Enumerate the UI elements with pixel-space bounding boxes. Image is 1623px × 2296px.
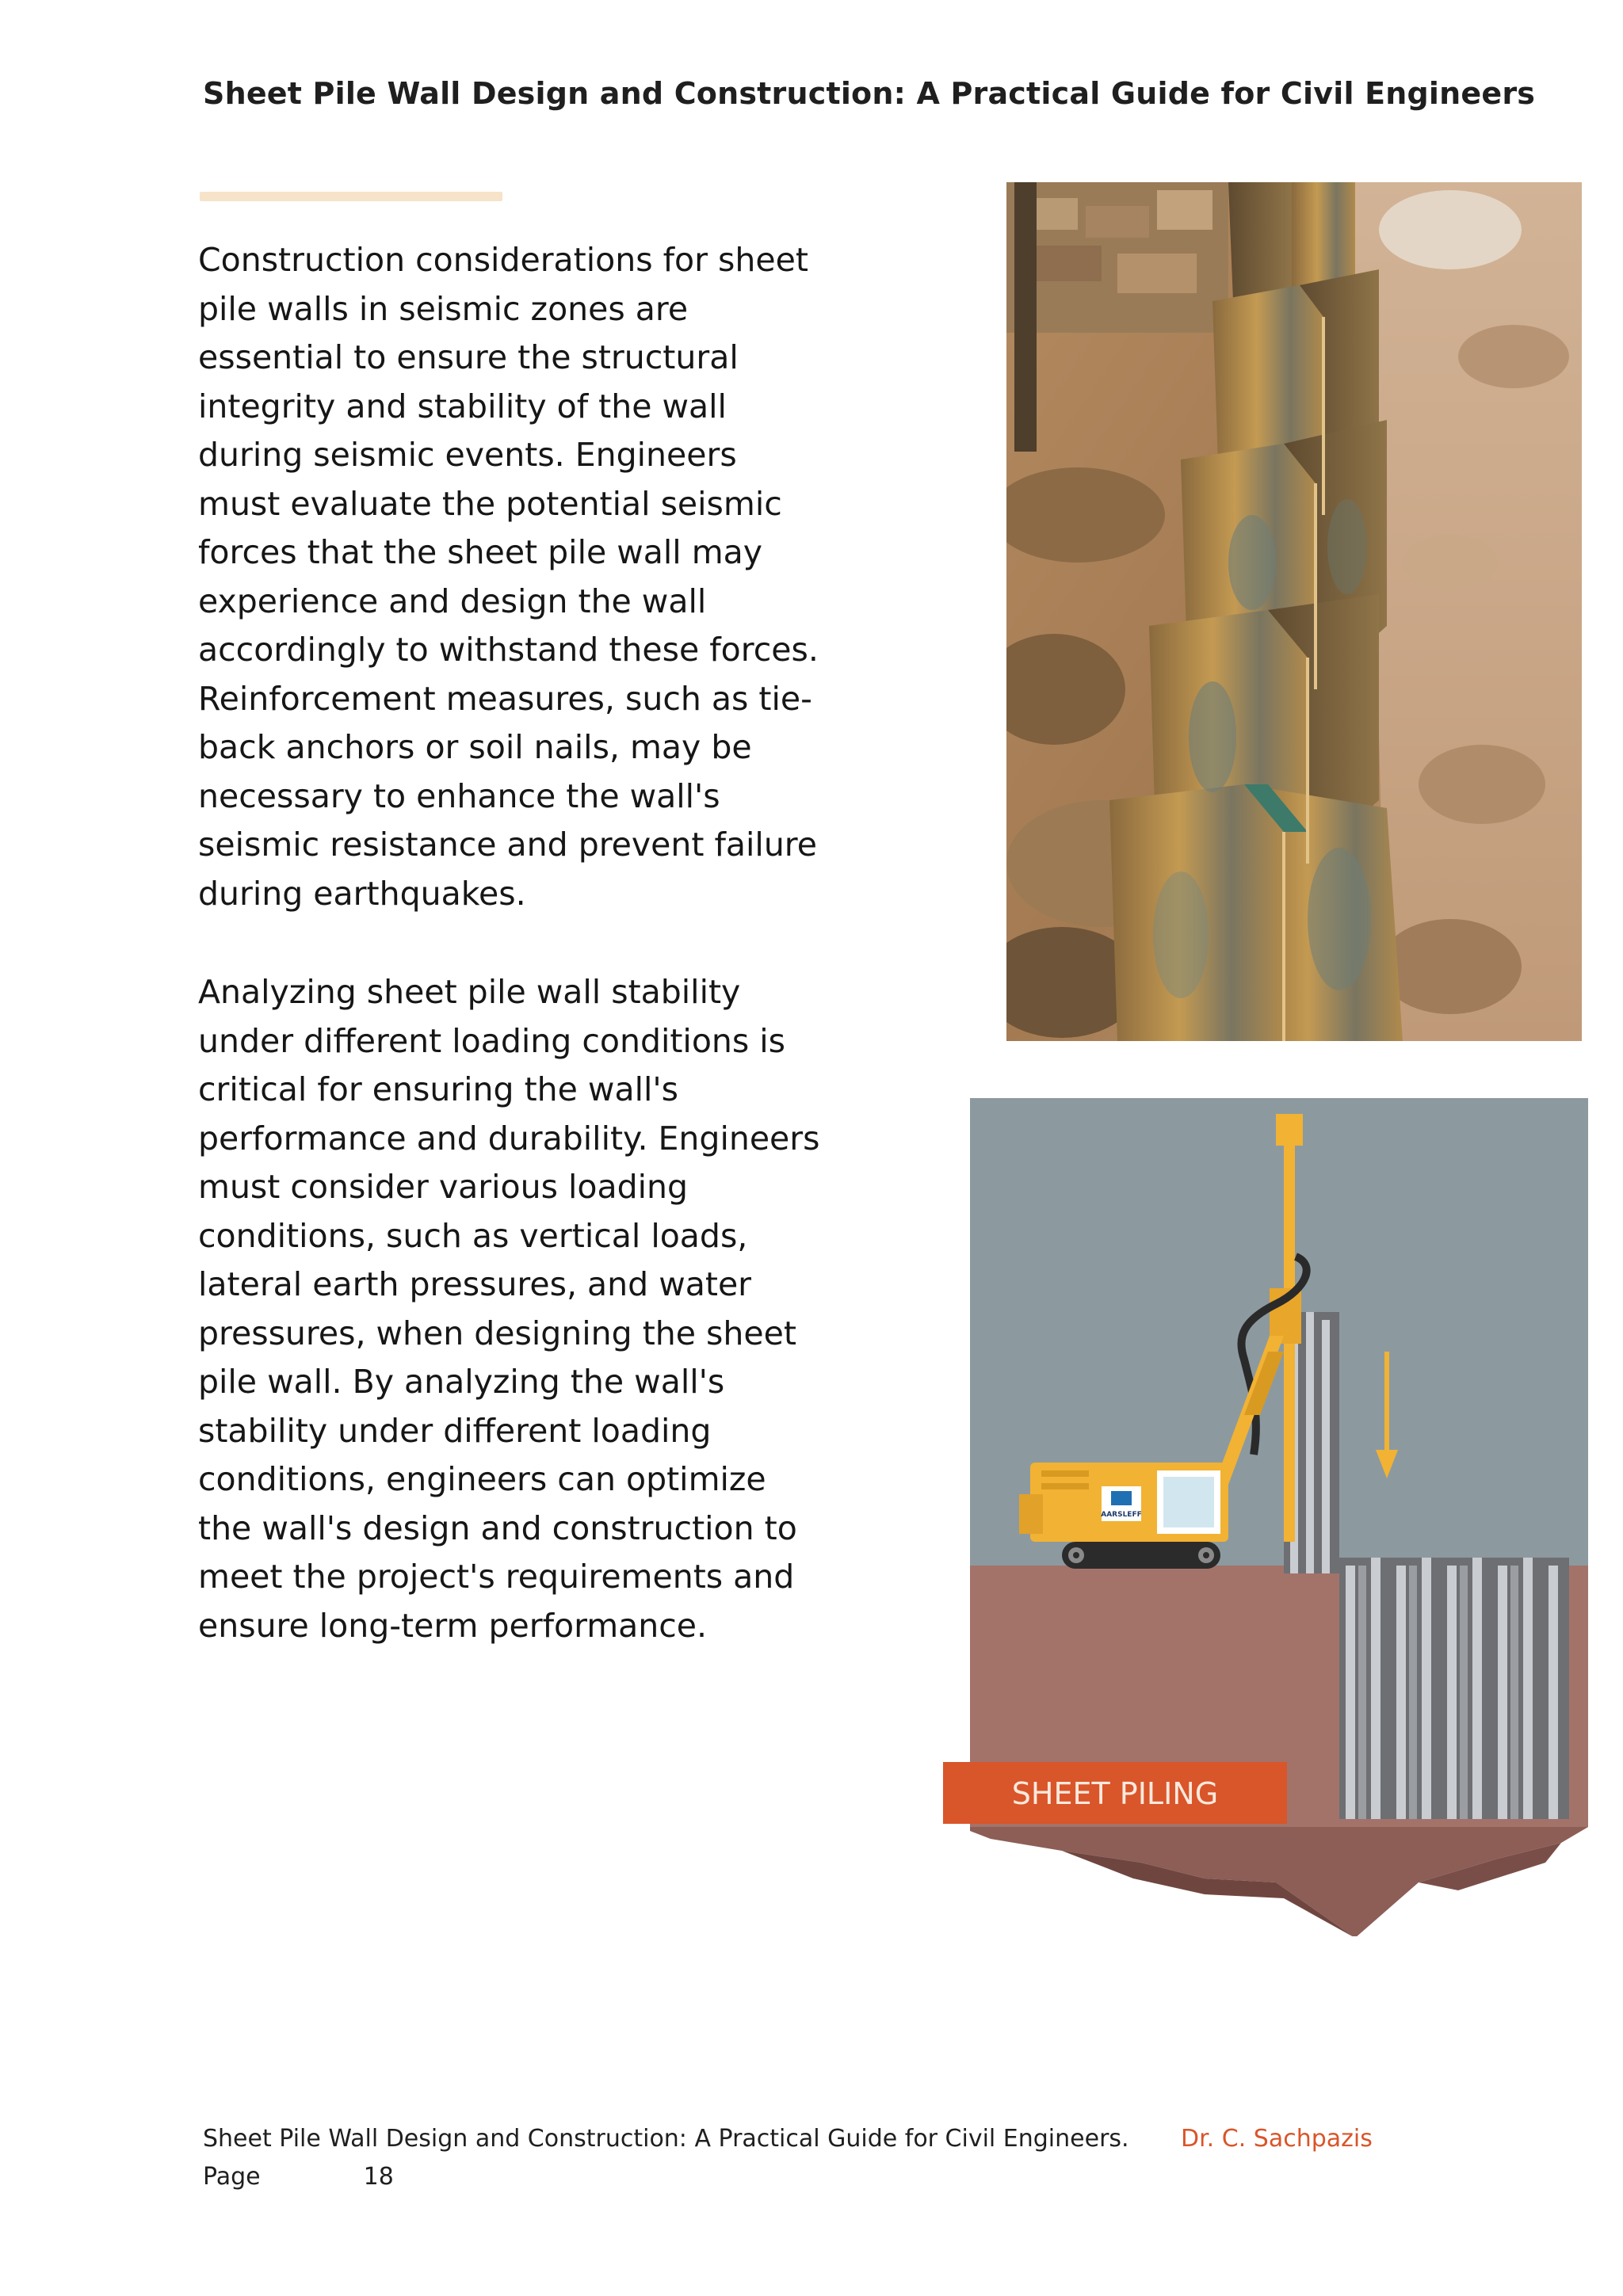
page-header-title: Sheet Pile Wall Design and Construction: A Practical Guide for Civil Engineers bbox=[203, 76, 1536, 111]
text-line: Analyzing sheet pile wall stability bbox=[198, 973, 741, 1011]
text-line: lateral earth pressures, and water bbox=[198, 1265, 752, 1303]
text-line: critical for ensuring the wall's bbox=[198, 1070, 678, 1108]
sheet-piles-installed bbox=[1339, 1558, 1569, 1819]
text-line: meet the project's requirements and bbox=[198, 1558, 795, 1596]
text-line: during earthquakes. bbox=[198, 874, 526, 913]
text-line: the wall's design and construction to bbox=[198, 1508, 797, 1547]
sheet-pile-photo bbox=[1006, 182, 1582, 1041]
text-line: ensure long-term performance. bbox=[198, 1606, 708, 1645]
text-line: forces that the sheet pile wall may bbox=[198, 533, 763, 571]
paragraph-seismic bbox=[198, 236, 848, 918]
text-line: pile walls in seismic zones are bbox=[198, 289, 689, 328]
footer-title: Sheet Pile Wall Design and Construction: A Practical Guide for Civil Engineers. bbox=[203, 2125, 1129, 2153]
text-line: pressures, when designing the sheet bbox=[198, 1314, 796, 1352]
text-line: Construction considerations for sheet bbox=[198, 241, 808, 279]
text-line: must consider various loading bbox=[198, 1168, 689, 1206]
text-line: integrity and stability of the wall bbox=[198, 387, 727, 425]
text-line: must evaluate the potential seismic bbox=[198, 484, 782, 523]
text-line: seismic resistance and prevent failure bbox=[198, 826, 817, 864]
footer-page bbox=[203, 2163, 394, 2191]
text-line: conditions, engineers can optimize bbox=[198, 1460, 766, 1498]
page-number: 18 bbox=[363, 2163, 394, 2191]
text-line: back anchors or soil nails, may be bbox=[198, 728, 752, 766]
text-line: essential to ensure the structural bbox=[198, 338, 739, 376]
footer-author: Dr. C. Sachpazis bbox=[1181, 2125, 1373, 2153]
text-line: experience and design the wall bbox=[198, 582, 707, 620]
sheet-piling-label bbox=[943, 1762, 1287, 1824]
text-line: performance and durability. Engineers bbox=[198, 1119, 820, 1158]
text-line: conditions, such as vertical loads, bbox=[198, 1216, 748, 1255]
machine-brand-label: AARSLEFF bbox=[1101, 1511, 1142, 1519]
paragraph-stability bbox=[198, 968, 848, 1650]
text-line: stability under different loading bbox=[198, 1411, 712, 1450]
accent-bar bbox=[200, 192, 502, 201]
text-line: during seismic events. Engineers bbox=[198, 436, 737, 474]
text-line: accordingly to withstand these forces. bbox=[198, 631, 819, 669]
sheet-piling-label-text: SHEET PILING bbox=[1011, 1776, 1219, 1811]
text-line: necessary to enhance the wall's bbox=[198, 776, 720, 815]
page-label: Page bbox=[203, 2163, 261, 2191]
text-line: under different loading conditions is bbox=[198, 1021, 786, 1060]
sheet-piling-illustration bbox=[943, 1098, 1606, 1936]
text-line: Reinforcement measures, such as tie- bbox=[198, 679, 812, 718]
text-line: pile wall. By analyzing the wall's bbox=[198, 1363, 725, 1401]
